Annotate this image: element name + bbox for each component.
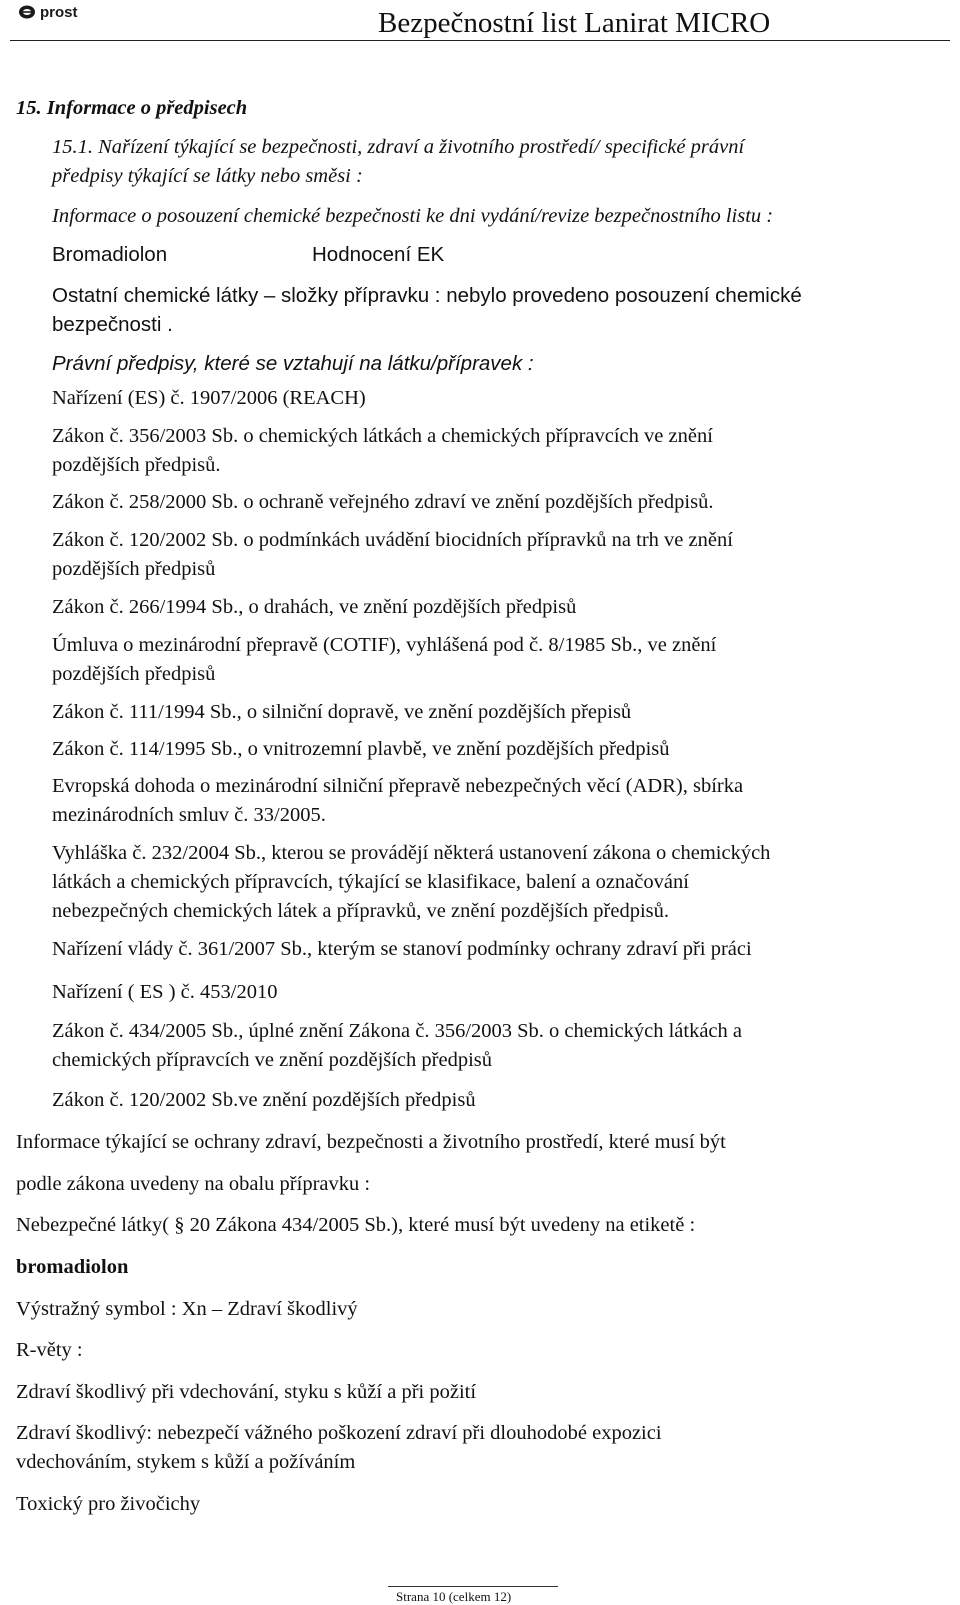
- assessment-intro: Informace o posouzení chemické bezpečnosti ke dni vydání/revize bezpečnostního listu :: [52, 205, 774, 227]
- other-substances-note-cont: bezpečnosti .: [52, 313, 173, 336]
- company-logo: [18, 4, 144, 20]
- regulation-item: Zákon č. 266/1994 Sb., o drahách, ve znění pozdějších předpisů: [52, 596, 577, 618]
- regulation-item: Zákon č. 120/2002 Sb.ve znění pozdějších předpisů: [52, 1089, 476, 1111]
- regulation-item: Vyhláška č. 232/2004 Sb., kterou se provádějí některá ustanovení zákona o chemických: [52, 842, 771, 864]
- regulation-item-cont: pozdějších předpisů.: [52, 454, 221, 476]
- hazardous-substance-name: bromadiolon: [16, 1256, 129, 1278]
- regulation-item: Zákon č. 258/2000 Sb. o ochraně veřejného zdraví ve znění pozdějších předpisů.: [52, 491, 714, 513]
- regulation-item-cont: mezinárodních smluv č. 33/2005.: [52, 804, 326, 826]
- page-number: Strana 10 (celkem 12): [396, 1589, 512, 1604]
- regulation-item-cont: látkách a chemických přípravcích, týkající se klasifikace, balení a označování: [52, 871, 689, 893]
- logo-text: prost: [40, 4, 78, 20]
- regulation-item-cont: nebezpečných chemických látek a přípravků, ve znění pozdějších předpisů.: [52, 900, 670, 922]
- r-phrase-cont: vdechováním, stykem s kůží a požíváním: [16, 1451, 356, 1473]
- r-phrase: Zdraví škodlivý při vdechování, styku s kůží a při požití: [16, 1381, 477, 1403]
- subsection-heading: 15.1. Nařízení týkající se bezpečnosti, zdraví a životního prostředí/ specifické právní: [52, 136, 745, 158]
- regulation-item-cont: pozdějších předpisů: [52, 663, 216, 685]
- regulation-item: Zákon č. 356/2003 Sb. o chemických látkách a chemických přípravcích ve znění: [52, 425, 713, 447]
- regulation-item: Zákon č. 111/1994 Sb., o silniční dopravě, ve znění pozdějších přepisů: [52, 701, 632, 723]
- section-heading: 15. Informace o předpisech: [16, 97, 248, 119]
- regulation-item: Zákon č. 114/1995 Sb., o vnitrozemní plavbě, ve znění pozdějších předpisů: [52, 738, 670, 760]
- regulation-item: Nařízení (ES) č. 1907/2006 (REACH): [52, 387, 366, 409]
- assessment-value: Hodnocení EK: [312, 243, 445, 266]
- assessment-substance: Bromadiolon: [52, 243, 168, 266]
- labeling-info-cont: podle zákona uvedeny na obalu přípravku :: [16, 1173, 371, 1195]
- regulation-item: Úmluva o mezinárodní přepravě (COTIF), vyhlášená pod č. 8/1985 Sb., ve znění: [52, 634, 717, 656]
- regulation-item: Evropská dohoda o mezinárodní silniční přepravě nebezpečných věcí (ADR), sbírka: [52, 775, 744, 797]
- r-phrases-label: R-věty :: [16, 1339, 83, 1361]
- r-phrase: Toxický pro živočichy: [16, 1493, 201, 1515]
- other-substances-note: Ostatní chemické látky – složky přípravku : nebylo provedeno posouzení chemické: [52, 284, 802, 307]
- subsection-heading-cont: předpisy týkající se látky nebo směsi :: [52, 165, 363, 187]
- regulation-item-cont: pozdějších předpisů: [52, 558, 216, 580]
- regulation-item: Zákon č. 120/2002 Sb. o podmínkách uvádění biocidních přípravků na trh ve znění: [52, 529, 733, 551]
- r-phrase: Zdraví škodlivý: nebezpečí vážného poškození zdraví při dlouhodobé expozici: [16, 1422, 662, 1444]
- header-divider: [10, 40, 950, 41]
- labeling-info: Informace týkající se ochrany zdraví, bezpečnosti a životního prostředí, které musí být: [16, 1131, 726, 1153]
- regulations-intro: Právní předpisy, které se vztahují na látku/přípravek :: [52, 352, 534, 375]
- regulation-item-cont: chemických přípravcích ve znění pozdějších předpisů: [52, 1049, 493, 1071]
- hazard-symbol: Výstražný symbol : Xn – Zdraví škodlivý: [16, 1298, 358, 1320]
- hazardous-substances-intro: Nebezpečné látky( § 20 Zákona 434/2005 Sb.), které musí být uvedeny na etiketě :: [16, 1214, 696, 1236]
- regulation-item: Zákon č. 434/2005 Sb., úplné znění Zákona č. 356/2003 Sb. o chemických látkách a: [52, 1020, 742, 1042]
- footer-divider: [388, 1586, 558, 1587]
- regulation-item: Nařízení vlády č. 361/2007 Sb., kterým se stanoví podmínky ochrany zdraví při práci: [52, 938, 752, 960]
- document-title: Bezpečnostní list Lanirat MICRO: [378, 7, 771, 39]
- regulation-item: Nařízení ( ES ) č. 453/2010: [52, 981, 278, 1003]
